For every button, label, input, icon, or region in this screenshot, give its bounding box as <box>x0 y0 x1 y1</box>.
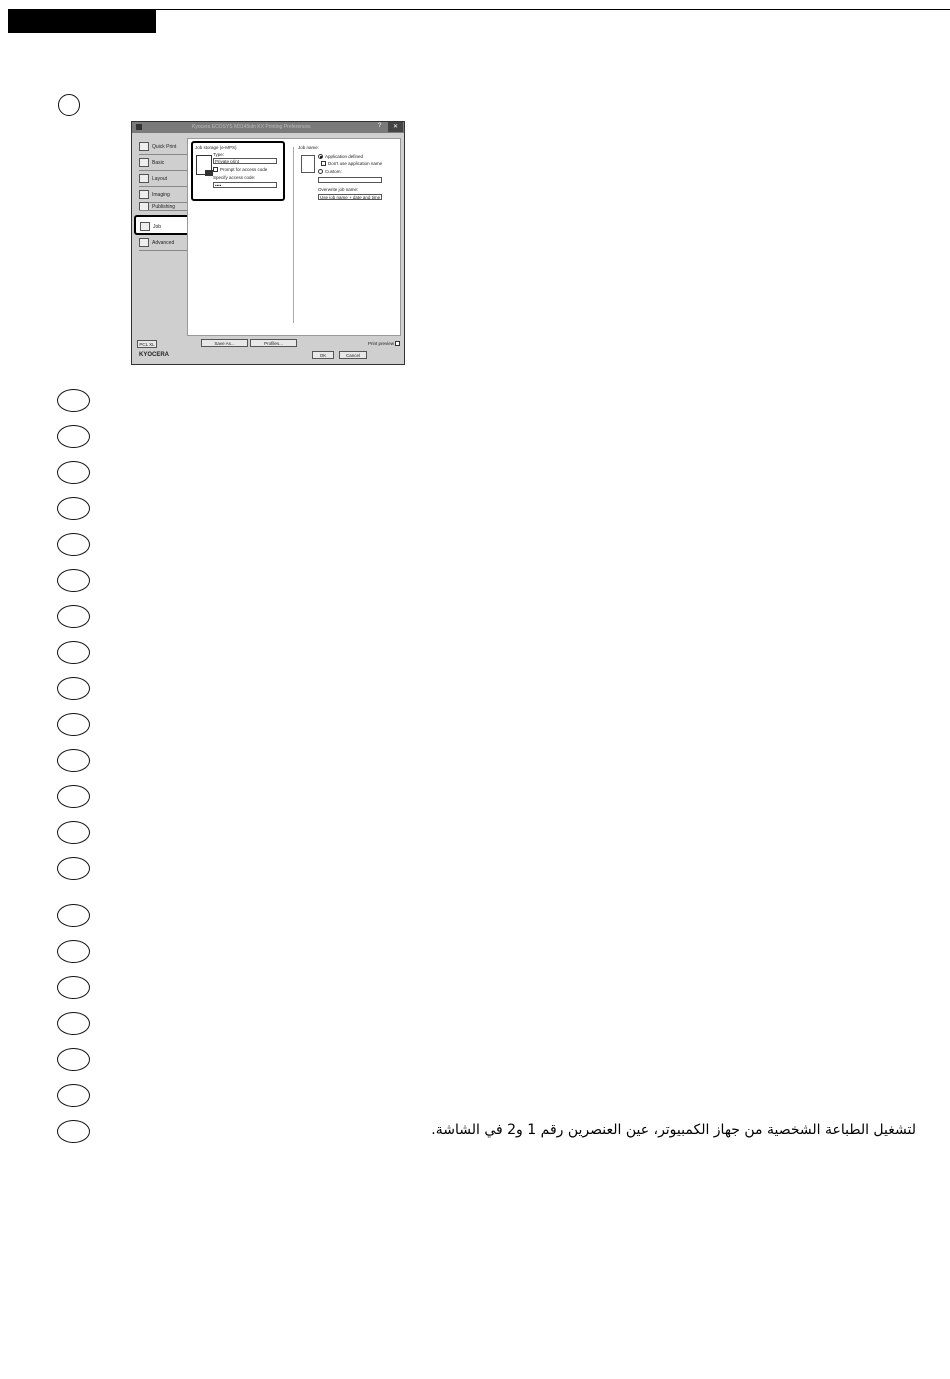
step-marker-circle <box>57 821 90 844</box>
step-marker-circle <box>57 749 90 772</box>
advanced-icon <box>139 238 149 247</box>
step-marker-circle <box>57 461 90 484</box>
step-marker-circle <box>57 425 90 448</box>
imaging-icon <box>139 190 149 199</box>
step-marker-circle <box>58 94 80 116</box>
sidebar <box>137 138 187 348</box>
dialog-title: Kyocera ECOSYS M3145idn KX Printing Preferences <box>192 124 311 130</box>
step-marker-circle <box>57 940 90 963</box>
sidebar-item-quick-print[interactable]: Quick Print <box>139 140 187 155</box>
sidebar-item-layout[interactable]: Layout <box>139 172 187 187</box>
job-storage-group <box>191 141 285 201</box>
dont-use-app-name-checkbox[interactable] <box>321 161 326 166</box>
step-marker-circle <box>57 1120 90 1143</box>
step-marker-circle <box>57 1012 90 1035</box>
custom-label: Custom: <box>325 169 342 174</box>
job-settings-panel <box>187 138 401 336</box>
step-marker-circle <box>57 1084 90 1107</box>
close-button[interactable]: ✕ <box>388 122 403 132</box>
profiles-button[interactable]: Profiles... <box>250 339 297 347</box>
print-preview-checkbox[interactable] <box>395 341 400 346</box>
sidebar-item-imaging[interactable]: Imaging <box>139 188 187 203</box>
prompt-access-code-checkbox[interactable] <box>213 167 218 172</box>
quick-print-icon <box>139 142 149 151</box>
header-bar <box>8 9 156 33</box>
save-as-button[interactable]: Save As... <box>201 339 248 347</box>
step-marker-circle <box>57 713 90 736</box>
step-marker-circle <box>57 533 90 556</box>
step-marker-circle <box>57 605 90 628</box>
layout-icon <box>139 174 149 183</box>
step-marker-circle <box>57 497 90 520</box>
printing-preferences-dialog <box>131 121 405 365</box>
help-button[interactable]: ? <box>378 123 382 129</box>
pdl-badge: PCL XL <box>137 340 157 348</box>
custom-name-input[interactable] <box>318 177 382 183</box>
step-marker-circle <box>57 785 90 808</box>
kyocera-logo: KYOCERA <box>139 352 170 358</box>
print-preview-label: Print preview <box>368 341 395 346</box>
type-select-value: Private print <box>215 159 240 164</box>
sidebar-item-publishing[interactable]: Publishing <box>139 202 187 211</box>
step-marker-circle <box>57 857 90 880</box>
overwrite-job-name-label: Overwrite job name: <box>318 187 359 192</box>
sidebar-item-job[interactable]: Job <box>134 215 190 235</box>
application-defined-radio[interactable] <box>318 154 323 159</box>
storage-icon <box>205 170 213 176</box>
overwrite-job-name-select[interactable] <box>318 194 382 200</box>
cancel-button[interactable]: Cancel <box>339 351 367 359</box>
publishing-icon <box>139 202 149 211</box>
prompt-access-code-label: Prompt for access code <box>220 167 268 172</box>
custom-radio[interactable] <box>318 169 323 174</box>
step-marker-circle <box>57 641 90 664</box>
dont-use-app-name-label: Don't use application name <box>328 161 383 166</box>
job-name-heading: Job name: <box>298 145 320 150</box>
printer-icon <box>136 124 142 130</box>
access-code-input[interactable] <box>213 182 277 188</box>
job-icon <box>140 222 150 231</box>
application-defined-label: Application defined <box>325 154 364 159</box>
step-marker-circle <box>57 677 90 700</box>
instruction-text: لتشغيل الطباعة الشخصية من جهاز الكمبيوتر، عين العنصرين رقم 1 و2 في الشاشة. <box>431 1122 916 1138</box>
access-code-label: Specify access code: <box>213 175 256 180</box>
job-document-icon <box>301 155 315 173</box>
panel-divider <box>293 147 294 323</box>
overwrite-job-name-value: Use job name + date and time <box>320 195 381 200</box>
job-storage-heading: Job storage (e-MPS) <box>195 145 237 150</box>
sidebar-item-basic[interactable]: Basic <box>139 156 187 171</box>
basic-icon <box>139 158 149 167</box>
step-marker-circle <box>57 569 90 592</box>
step-marker-circle <box>57 976 90 999</box>
document-icon <box>196 155 212 175</box>
type-select[interactable] <box>213 158 277 164</box>
dialog-title-bar <box>132 122 404 133</box>
step-marker-circle <box>57 1048 90 1071</box>
type-label: Type: <box>213 152 225 157</box>
access-code-value: •••• <box>215 183 222 188</box>
step-marker-circle <box>57 389 90 412</box>
ok-button[interactable]: OK <box>312 351 334 359</box>
sidebar-item-advanced[interactable]: Advanced <box>139 236 187 251</box>
step-marker-circle <box>57 904 90 927</box>
header-rule <box>156 9 950 10</box>
